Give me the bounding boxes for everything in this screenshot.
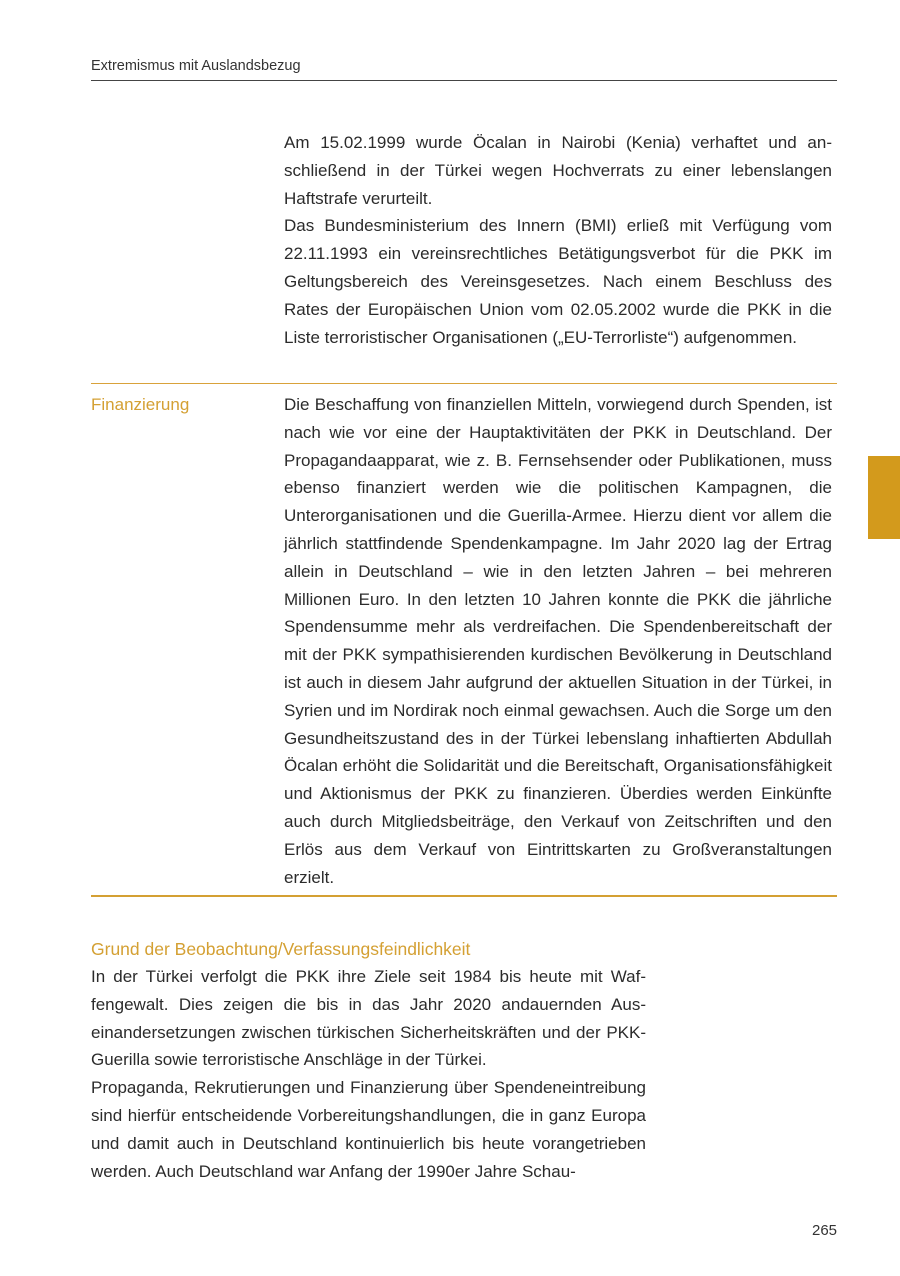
table-bottom-rule — [91, 895, 837, 897]
financing-label: Finanzierung — [91, 395, 190, 414]
section-body — [91, 963, 646, 1185]
running-header: Extremismus mit Auslandsbezug — [91, 58, 301, 74]
intro-paragraph: Das Bundesministerium des Innern (BMI) erließ mit Verfügung vom 22.11.1993 ein vereinsrechtliches Betätigungsverbot für die PKK im Geltungsbereich des Vereinsgesetzes. Nach einem Beschluss des Rates der Europäischen Union vom 02.05.2002 wurde die PKK in die Liste terroristischer Organisationen („EU-Terrorliste“) aufgenommen. — [284, 216, 832, 347]
header-rule — [91, 80, 837, 81]
body-paragraph: In der Türkei verfolgt die PKK ihre Ziele seit 1984 bis heute mit Waffengewalt. Dies zeigen die bis in das Jahr 2020 andauernden Auseinandersetzungen zwischen türkischen Sicherheitskräften und der PKK-Guerilla sowie terroristische Anschläge in der Türkei. — [91, 967, 646, 1070]
financing-text-block — [284, 391, 832, 891]
chapter-thumb-tab — [868, 456, 900, 539]
financing-paragraph: Die Beschaffung von finanziellen Mitteln, vorwiegend durch Spenden, ist nach wie vor eine der Hauptaktivitäten der PKK in Deutschland. Der Propagandaapparat, wie z. B. Fernsehsender oder Publikationen, muss ebenso finanziert werden wie die politischen Kampagnen, die Unterorganisationen und die Guerilla-Armee. Hierzu dient vor allem die jährlich stattfindende Spendenkampagne. Im Jahr 2020 lag der Ertrag allein in Deutschland – wie in den letzten Jahren – bei mehreren Millionen Euro. In den letzten 10 Jahren konnte die PKK die jährliche Spendensumme mehr als verdreifachen. Die Spendenbereitschaft der mit der PKK sympathisierenden kurdischen Bevölkerung in Deutschland ist auch in diesem Jahr aufgrund der aktuellen Situation in der Türkei, in Syrien und im Nordirak noch einmal gewachsen. Auch die Sorge um den Gesundheitszustand des in der Türkei lebenslang inhaftierten Abdullah Öcalan erhöht die Solidarität und die Bereitschaft, Organisationsfähigkeit und Aktionismus der PKK zu finanzieren. Überdies werden Einkünfte auch durch Mitgliedsbeiträge, den Verkauf von Zeitschriften und den Erlös aus dem Verkauf von Eintrittskarten zu Großveranstaltungen erzielt. — [284, 395, 832, 887]
section-divider — [91, 383, 837, 384]
section-heading: Grund der Beobachtung/Verfassungsfeindlichkeit — [91, 939, 471, 959]
page-number: 265 — [812, 1222, 838, 1239]
intro-paragraph: Am 15.02.1999 wurde Öcalan in Nairobi (Kenia) verhaftet und anschließend in der Türkei wegen Hochverrats zu einer lebenslangen Haftstrafe verurteilt. — [284, 133, 832, 208]
body-paragraph: Propaganda, Rekrutierungen und Finanzierung über Spendeneintreibung sind hierfür entscheidende Vorbereitungshandlungen, die in ganz Europa und damit auch in Deutschland kontinuierlich bis heute vorangetrieben werden. Auch Deutschland war Anfang der 1990er Jahre Schau- — [91, 1078, 646, 1181]
intro-text-block — [284, 129, 832, 351]
